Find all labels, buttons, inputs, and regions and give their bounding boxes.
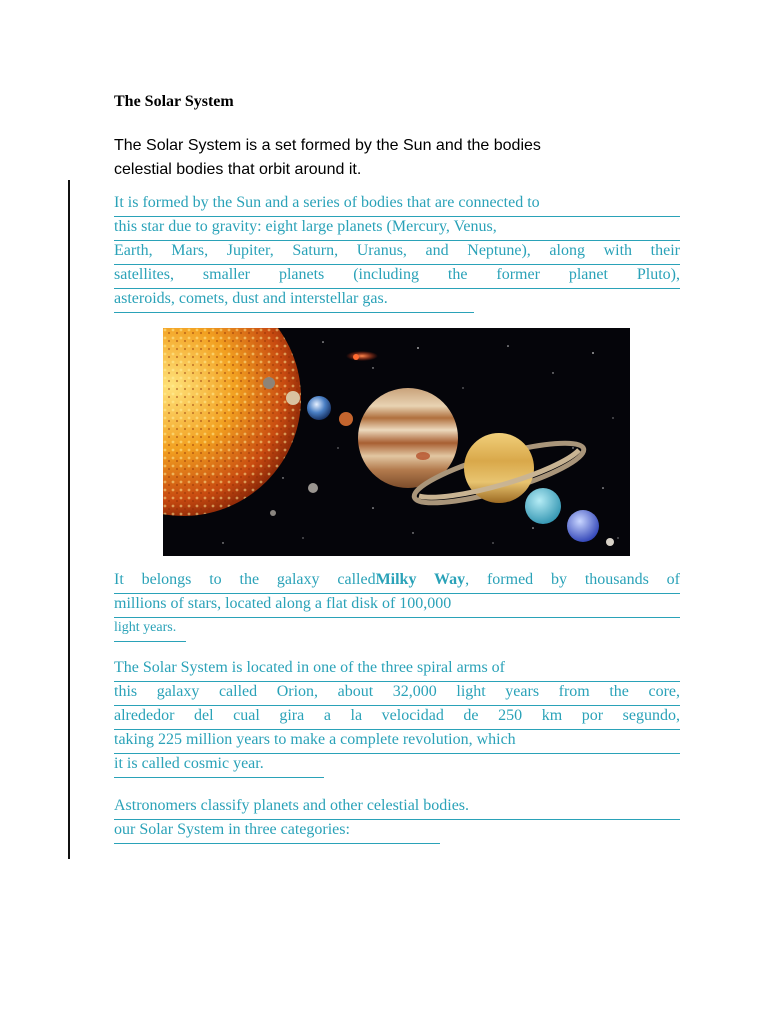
paragraph-line: The Solar System is located in one of the three spiral arms of (114, 658, 680, 682)
intro-line: celestial bodies that orbit around it. (114, 161, 362, 178)
paragraph-formation (114, 193, 680, 313)
revision-margin-bar (68, 180, 70, 859)
paragraph-line: Astronomers classify planets and other celestial bodies. (114, 796, 680, 820)
paragraph-line: asteroids, comets, dust and interstellar gas. (114, 289, 474, 313)
paragraph-line (114, 570, 680, 594)
paragraph-line: satellites, smaller planets (including the former planet Pluto), (114, 265, 680, 289)
paragraph-line: millions of stars, located along a flat disk of 100,000 (114, 594, 680, 618)
paragraph-categories (114, 796, 680, 844)
paragraph-line: this galaxy called Orion, about 32,000 light years from the core, (114, 682, 680, 706)
paragraph-line: alrededor del cual gira a la velocidad de 250 km por segundo, (114, 706, 680, 730)
paragraph-line: our Solar System in three categories: (114, 820, 440, 844)
paragraph-galaxy (114, 570, 680, 642)
milky-way-term: Milky Way (375, 571, 466, 588)
page-title: The Solar System (114, 93, 234, 110)
solar-system-illustration-icon (163, 328, 630, 556)
solar-system-image (163, 328, 630, 556)
paragraph-line: Earth, Mars, Jupiter, Saturn, Uranus, and Neptune), along with their (114, 241, 680, 265)
text-segment: , formed by thousands of (465, 571, 680, 588)
intro-paragraph (114, 134, 614, 182)
paragraph-line: It is formed by the Sun and a series of bodies that are connected to (114, 193, 680, 217)
text-segment: It belongs to the galaxy called (114, 571, 376, 588)
paragraph-line: light years. (114, 618, 186, 642)
intro-line: The Solar System is a set formed by the Sun and the bodies (114, 137, 541, 154)
paragraph-line: it is called cosmic year. (114, 754, 324, 778)
paragraph-location (114, 658, 680, 778)
paragraph-line: taking 225 million years to make a complete revolution, which (114, 730, 680, 754)
paragraph-line: this star due to gravity: eight large planets (Mercury, Venus, (114, 217, 680, 241)
